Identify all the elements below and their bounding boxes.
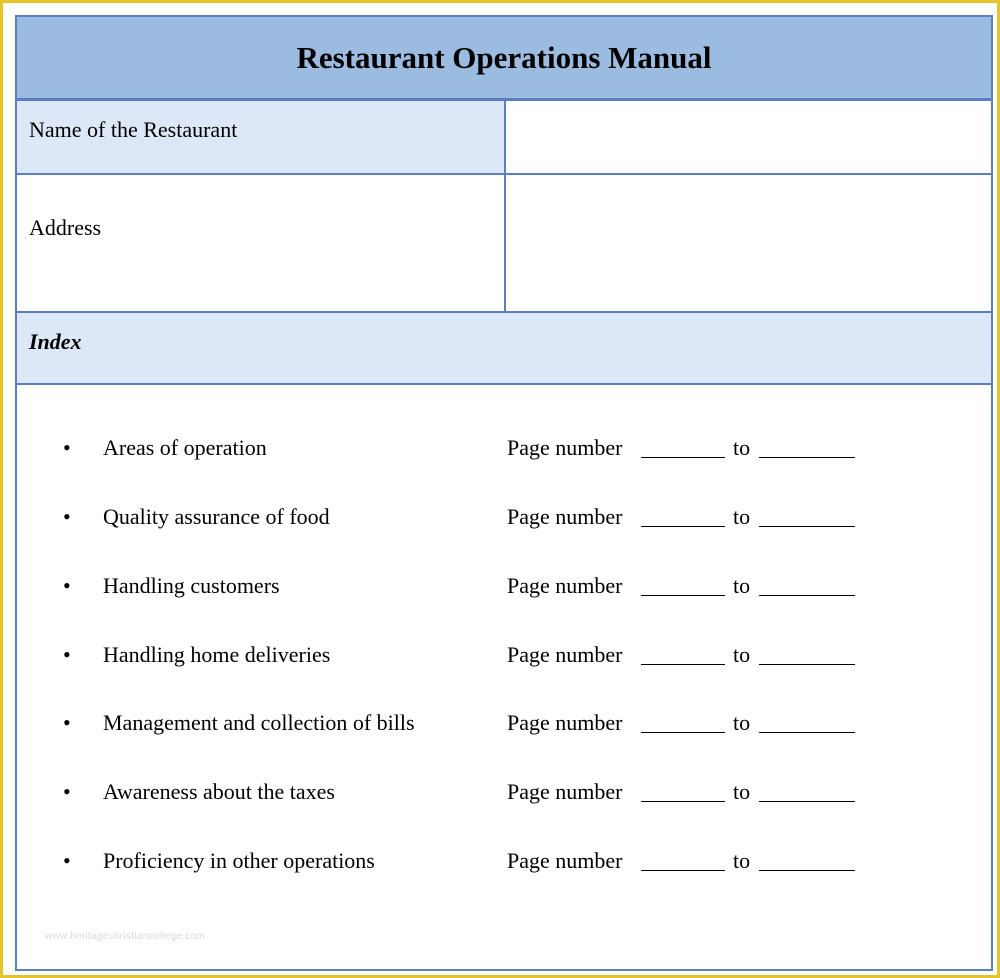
to-label: to	[733, 435, 751, 460]
page-to-blank[interactable]	[759, 732, 855, 733]
item-label: Areas of operation	[103, 435, 267, 460]
to-label: to	[733, 848, 751, 873]
bullet-icon: •	[63, 779, 71, 804]
address-label: Address	[17, 175, 506, 313]
list-item	[17, 573, 991, 613]
address-field[interactable]	[506, 175, 991, 313]
index-heading: Index	[17, 313, 991, 385]
page-from-blank[interactable]	[641, 457, 725, 458]
list-item	[17, 779, 991, 819]
to-label: to	[733, 573, 751, 598]
item-label: Management and collection of bills	[103, 710, 415, 735]
list-item	[17, 642, 991, 682]
item-label: Handling home deliveries	[103, 642, 331, 667]
page-number-label: Page number	[507, 848, 623, 873]
bullet-icon: •	[63, 642, 71, 667]
page-number-label: Page number	[507, 710, 623, 735]
manual-form	[15, 15, 993, 971]
item-label: Proficiency in other operations	[103, 848, 375, 873]
page-title: Restaurant Operations Manual	[296, 39, 712, 75]
page-from-blank[interactable]	[641, 595, 725, 596]
title-bar	[17, 17, 991, 101]
page-number-label: Page number	[507, 435, 623, 460]
page-to-blank[interactable]	[759, 595, 855, 596]
list-item	[17, 504, 991, 544]
to-label: to	[733, 710, 751, 735]
list-item	[17, 435, 991, 475]
restaurant-name-field[interactable]	[506, 101, 991, 175]
page-from-blank[interactable]	[641, 526, 725, 527]
page-from-blank[interactable]	[641, 732, 725, 733]
page-to-blank[interactable]	[759, 870, 855, 871]
page-to-blank[interactable]	[759, 457, 855, 458]
item-label: Handling customers	[103, 573, 280, 598]
item-label: Awareness about the taxes	[103, 779, 335, 804]
bullet-icon: •	[63, 504, 71, 529]
page-number-label: Page number	[507, 573, 623, 598]
bullet-icon: •	[63, 573, 71, 598]
page-number-label: Page number	[507, 779, 623, 804]
page-from-blank[interactable]	[641, 664, 725, 665]
item-label: Quality assurance of food	[103, 504, 330, 529]
to-label: to	[733, 779, 751, 804]
page-from-blank[interactable]	[641, 801, 725, 802]
bullet-icon: •	[63, 710, 71, 735]
to-label: to	[733, 504, 751, 529]
page-number-label: Page number	[507, 642, 623, 667]
page-to-blank[interactable]	[759, 664, 855, 665]
list-item	[17, 848, 991, 888]
page-number-label: Page number	[507, 504, 623, 529]
restaurant-name-label: Name of the Restaurant	[17, 101, 506, 175]
page-from-blank[interactable]	[641, 870, 725, 871]
list-item	[17, 710, 991, 750]
page-to-blank[interactable]	[759, 801, 855, 802]
bullet-icon: •	[63, 848, 71, 873]
watermark: www.heritagechristiancollege.com	[45, 931, 206, 942]
page-to-blank[interactable]	[759, 526, 855, 527]
bullet-icon: •	[63, 435, 71, 460]
to-label: to	[733, 642, 751, 667]
